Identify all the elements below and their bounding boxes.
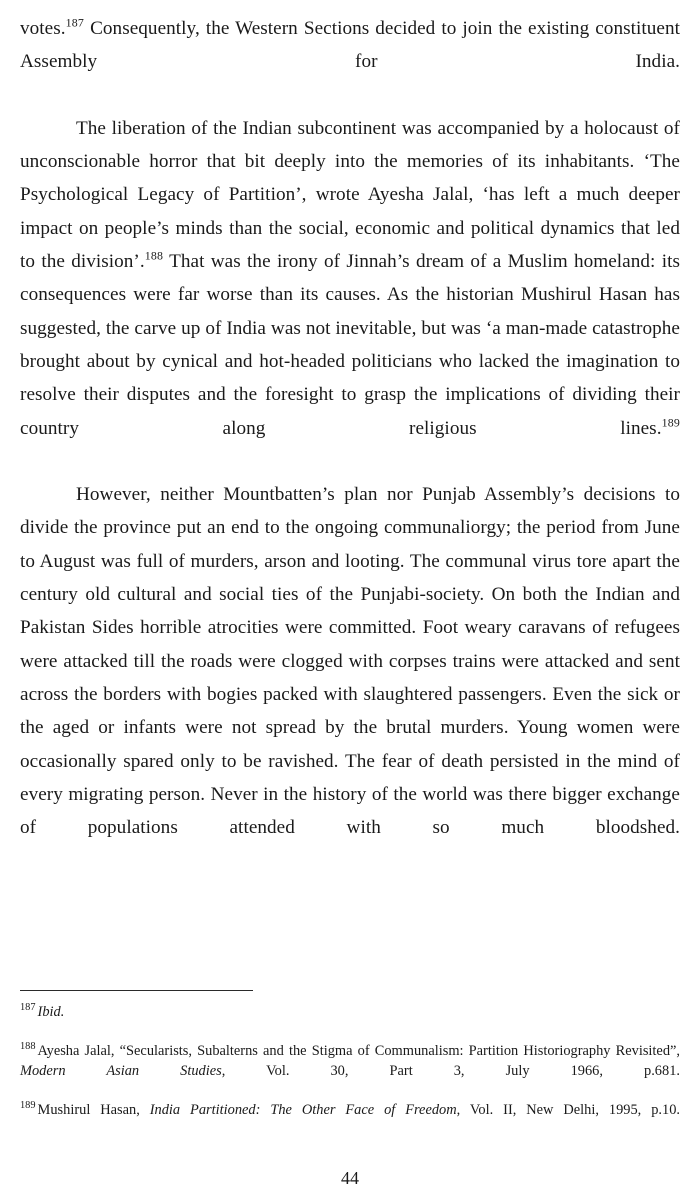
footnote-separator-rule — [20, 990, 253, 991]
footnote-189-text: Mushirul Hasan, India Partitioned: The Other Face of Freedom, Vol. II, New Delhi, 1995, p.10. — [37, 1101, 680, 1118]
italic-text: Modern Asian Studies — [20, 1062, 222, 1079]
italic-text: India Partitioned: The Other Face of Freedom — [149, 1101, 457, 1118]
paragraph-3-text: However, neither Mountbatten’s plan nor Punjab Assembly’s decisions to divide the province put an end to the ongoing communaliorgy; the period from June to August was full of murders, arson and looting. The communal virus tore apart the century old cultural and social ties of the Punjabi-society. On both the Indian and Pakistan Sides horrible atrocities were committed. Foot weary caravans of refugees were attacked till the roads were clogged with corpses trains were attacked and sent across the borders with bogies packed with slaughtered passengers. Even the sick or the aged or infants were not spread by the brutal murders. Young women were occasionally spared only to be ravished. The fear of death persisted in the mind of every migrating person. Never in the history of the world was there bigger exchange of populations attended with so much bloodshed. — [20, 484, 680, 839]
footnotes-block — [20, 1003, 680, 1140]
footnote-188 — [20, 1042, 680, 1101]
footnote-189 — [20, 1101, 680, 1140]
italic-text: Ibid. — [37, 1004, 65, 1020]
paragraph-2-text: The liberation of the Indian subcontinent was accompanied by a holocaust of unconscionable horror that bit deeply into the memories of its inhabitants. ‘The Psychological Legacy of Partition’, wrote Ayesha Jalal, ‘has left a much deeper impact on people’s minds than the social, economic and political dynamics that led to the division’.$^{188}$ That was the irony of Jinnah’s dream of a Muslim homeland: its consequences were far worse than its causes. As the historian Mushirul Hasan has suggested, the carve up of India was not inevitable, but was ‘a man-made catastrophe brought about by cynical and hot-headed politicians who lacked the imagination to resolve their disputes and the foresight to grasp the implications of dividing their country along religious lines.$^{189}$ — [20, 117, 680, 439]
paragraph-1 — [20, 12, 680, 112]
footnote-187-text — [38, 1004, 65, 1020]
paragraph-2 — [20, 112, 680, 478]
footnote-reference: 189 — [661, 415, 680, 430]
body-text-block — [20, 12, 680, 878]
footnote-reference: 188 — [144, 248, 164, 263]
page-number: 44 — [341, 1168, 359, 1188]
footnote-189-number: 189 — [20, 1100, 36, 1112]
paragraph-1-text: votes.$^{187}$ Consequently, the Western Sections decided to join the existing constituent Assembly for India. — [20, 15, 680, 73]
footnote-188-text: Ayesha Jalal, “Secularists, Subalterns and the Stigma of Communalism: Partition Historiography Revisited”, Modern Asian Studies, Vol. 30, Part 3, July 1966, p.681. — [20, 1043, 680, 1079]
footnote-188-number: 188 — [20, 1041, 36, 1053]
footnote-187-number: 187 — [20, 1002, 36, 1014]
footnote-reference: 187 — [65, 15, 85, 30]
paragraph-3 — [20, 478, 680, 878]
footnote-187 — [20, 1003, 680, 1042]
